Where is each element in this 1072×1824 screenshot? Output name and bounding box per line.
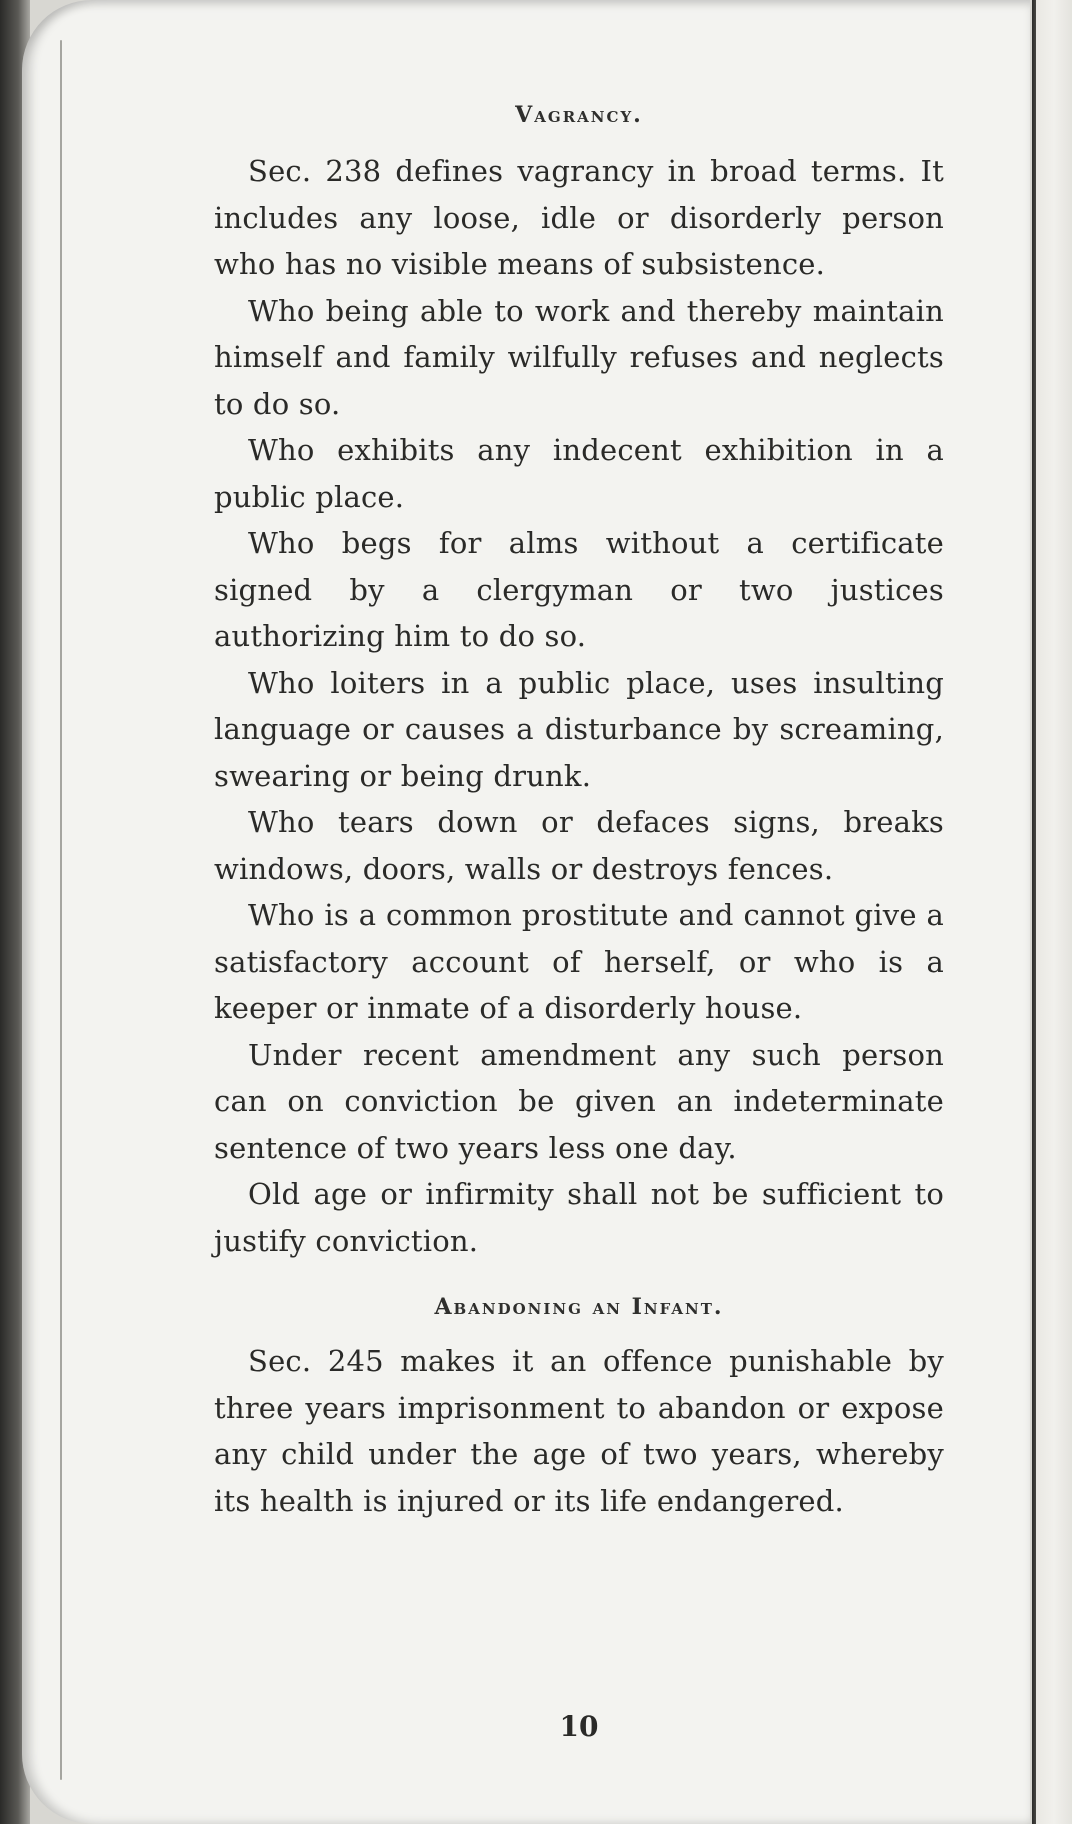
paragraph-indecent-exhibition: Who exhibits any indecent exhibition in a public place. [214, 433, 944, 514]
section-heading-abandoning-infant: Abandoning an Infant. [434, 1294, 724, 1320]
page-number: 10 [559, 1710, 599, 1743]
page-edge-rule [60, 40, 62, 1780]
paragraph-recent-amendment: Under recent amendment any such person can on conviction be given an indeterminate sentence of two years less one day. [214, 1037, 944, 1165]
paragraph-loiters: Who loiters in a public place, uses insulting language or causes a disturbance by screaming, swearing or being drunk. [214, 665, 944, 793]
paragraph-able-to-work: Who being able to work and thereby maintain himself and family wilfully refuses and neglects to do so. [214, 293, 944, 421]
page-content [214, 100, 944, 1743]
paragraph-old-age: Old age or infirmity shall not be sufficient to justify conviction. [214, 1177, 944, 1258]
book-page [22, 0, 1030, 1824]
paragraph-begs-for-alms: Who begs for alms without a certificate signed by a clergyman or two justices authorizing him to do so. [214, 526, 944, 653]
paragraph-sec-238: Sec. 238 defines vagrancy in broad terms. It includes any loose, idle or disorderly person who has no visible means of subsistence. [214, 154, 944, 281]
book-right-margin [1036, 0, 1072, 1824]
section-heading-vagrancy: Vagrancy. [515, 102, 643, 128]
paragraph-sec-245: Sec. 245 makes it an offence punishable by three years imprisonment to abandon or expose any child under the age of two years, whereby its health is injured or its life endangered. [214, 1344, 944, 1518]
paragraph-common-prostitute: Who is a common prostitute and cannot give a satisfactory account of herself, or who is a keeper or inmate of a disorderly house. [214, 898, 944, 1025]
paragraph-defaces-signs: Who tears down or defaces signs, breaks windows, doors, walls or destroys fences. [214, 805, 944, 886]
